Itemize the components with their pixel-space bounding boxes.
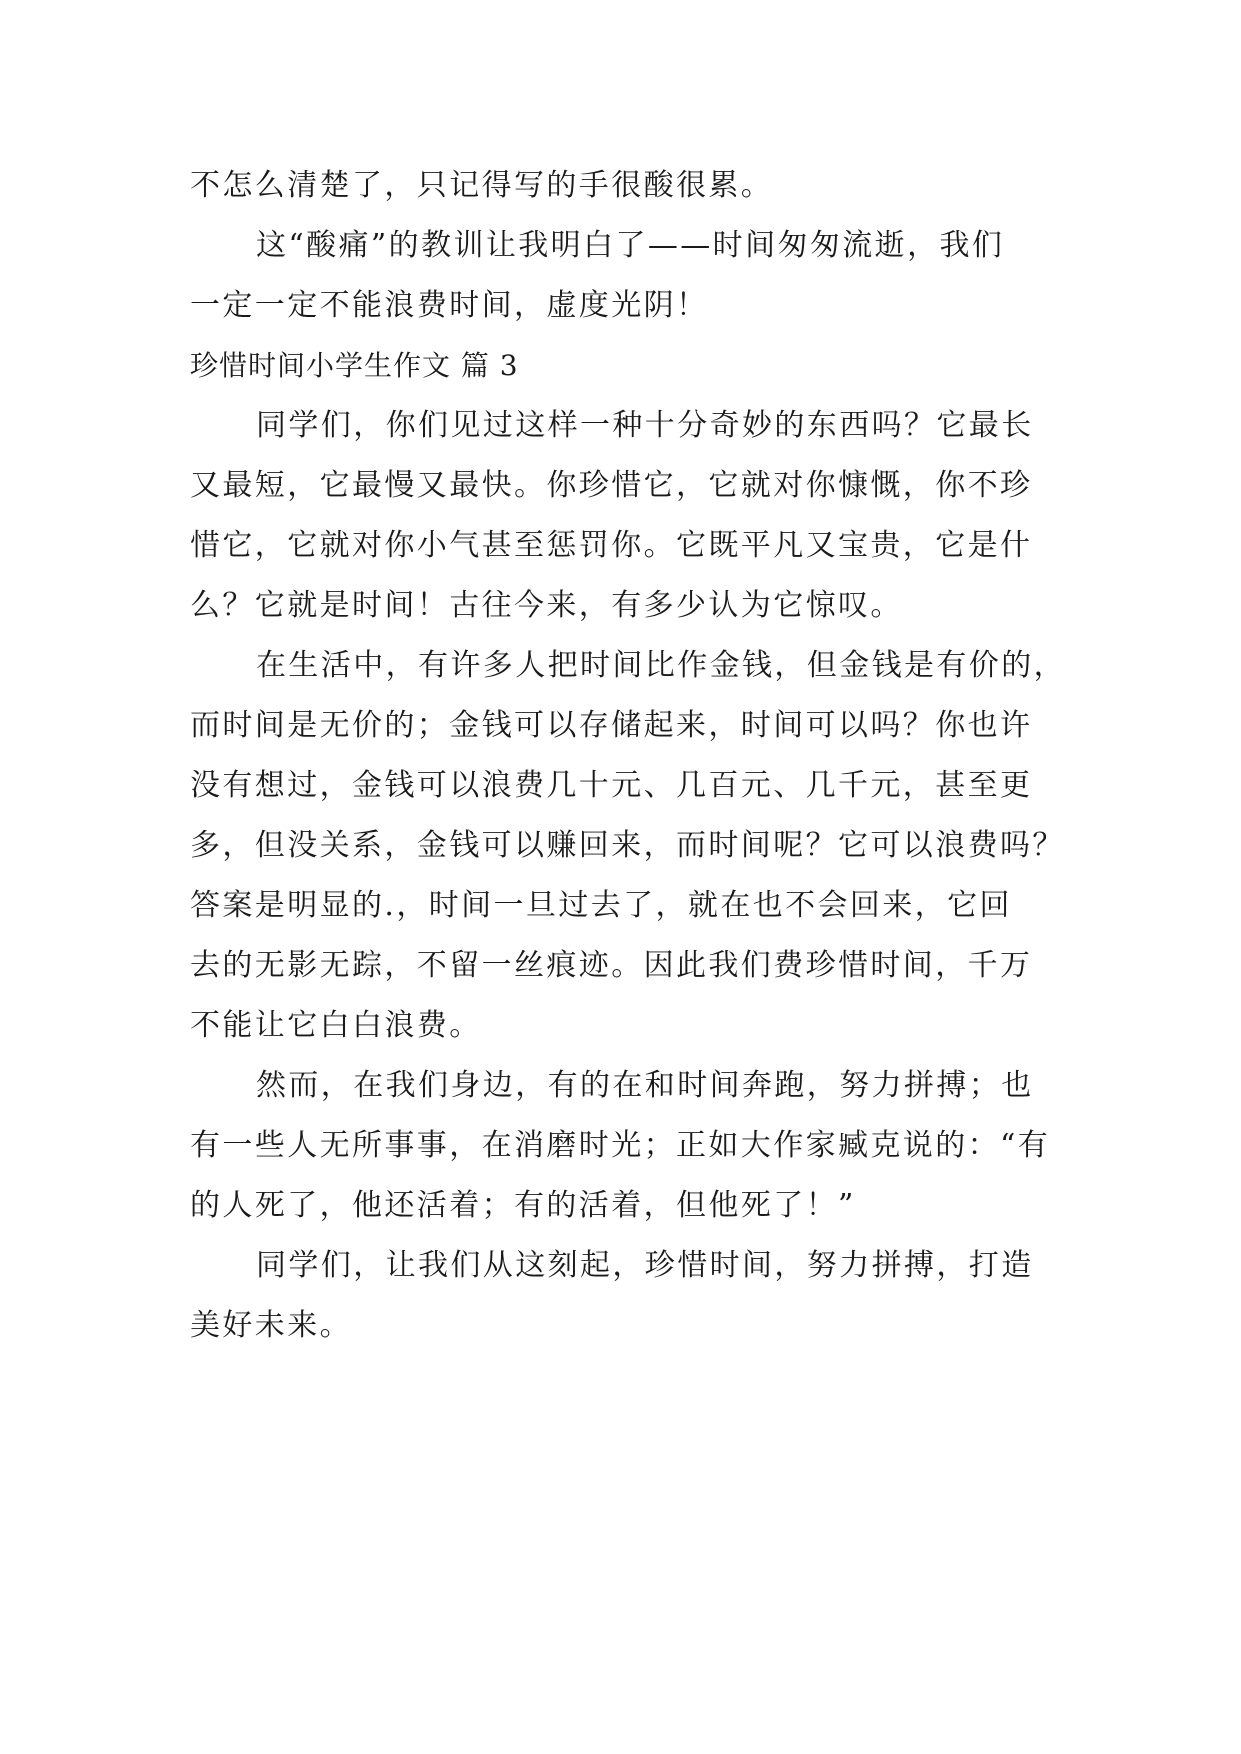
text-line: 的人死了，他还活着；有的活着，但他死了！” — [190, 1188, 856, 1223]
text-line: 一定一定不能浪费时间，虚度光阴！ — [190, 288, 709, 323]
document-page — [190, 156, 1066, 1356]
text-line: 多，但没关系，金钱可以赚回来，而时间呢？它可以浪费吗？ — [190, 828, 1065, 863]
text-line: 这“酸痛”的教训让我明白了——时间匆匆流逝，我们 — [256, 228, 1005, 263]
text-line: 在生活中，有许多人把时间比作金钱，但金钱是有价的， — [256, 648, 1066, 683]
text-line: 去的无影无踪，不留一丝痕迹。因此我们费珍惜时间，千万 — [190, 948, 1033, 983]
text-line: 惜它，它就对你小气甚至惩罚你。它既平凡又宝贵，它是什 — [190, 528, 1033, 563]
text-line: 么？它就是时间！古往今来，有多少认为它惊叹。 — [190, 588, 903, 623]
text-line: 有一些人无所事事，在消磨时光；正如大作家臧克说的：“有 — [190, 1128, 1051, 1163]
text-line: 同学们，让我们从这刻起，珍惜时间，努力拼搏，打造 — [256, 1248, 1034, 1283]
text-line: 又最短，它最慢又最快。你珍惜它，它就对你慷慨，你不珍 — [190, 468, 1033, 503]
text-line: 不能让它白白浪费。 — [190, 1008, 482, 1043]
text-line: 然而，在我们身边，有的在和时间奔跑，努力拼搏；也 — [256, 1068, 1034, 1103]
section-heading: 珍惜时间小学生作文 篇 3 — [190, 349, 519, 382]
text-line: 没有想过，金钱可以浪费几十元、几百元、几千元，甚至更 — [190, 768, 1033, 803]
text-line: 同学们，你们见过这样一种十分奇妙的东西吗？它最长 — [256, 408, 1034, 443]
text-line: 而时间是无价的；金钱可以存储起来，时间可以吗？你也许 — [190, 708, 1033, 743]
text-line: 美好未来。 — [190, 1308, 352, 1343]
text-line: 不怎么清楚了，只记得写的手很酸很累。 — [190, 168, 774, 203]
text-line: 答案是明显的.，时间一旦过去了，就在也不会回来，它回 — [190, 888, 1012, 923]
